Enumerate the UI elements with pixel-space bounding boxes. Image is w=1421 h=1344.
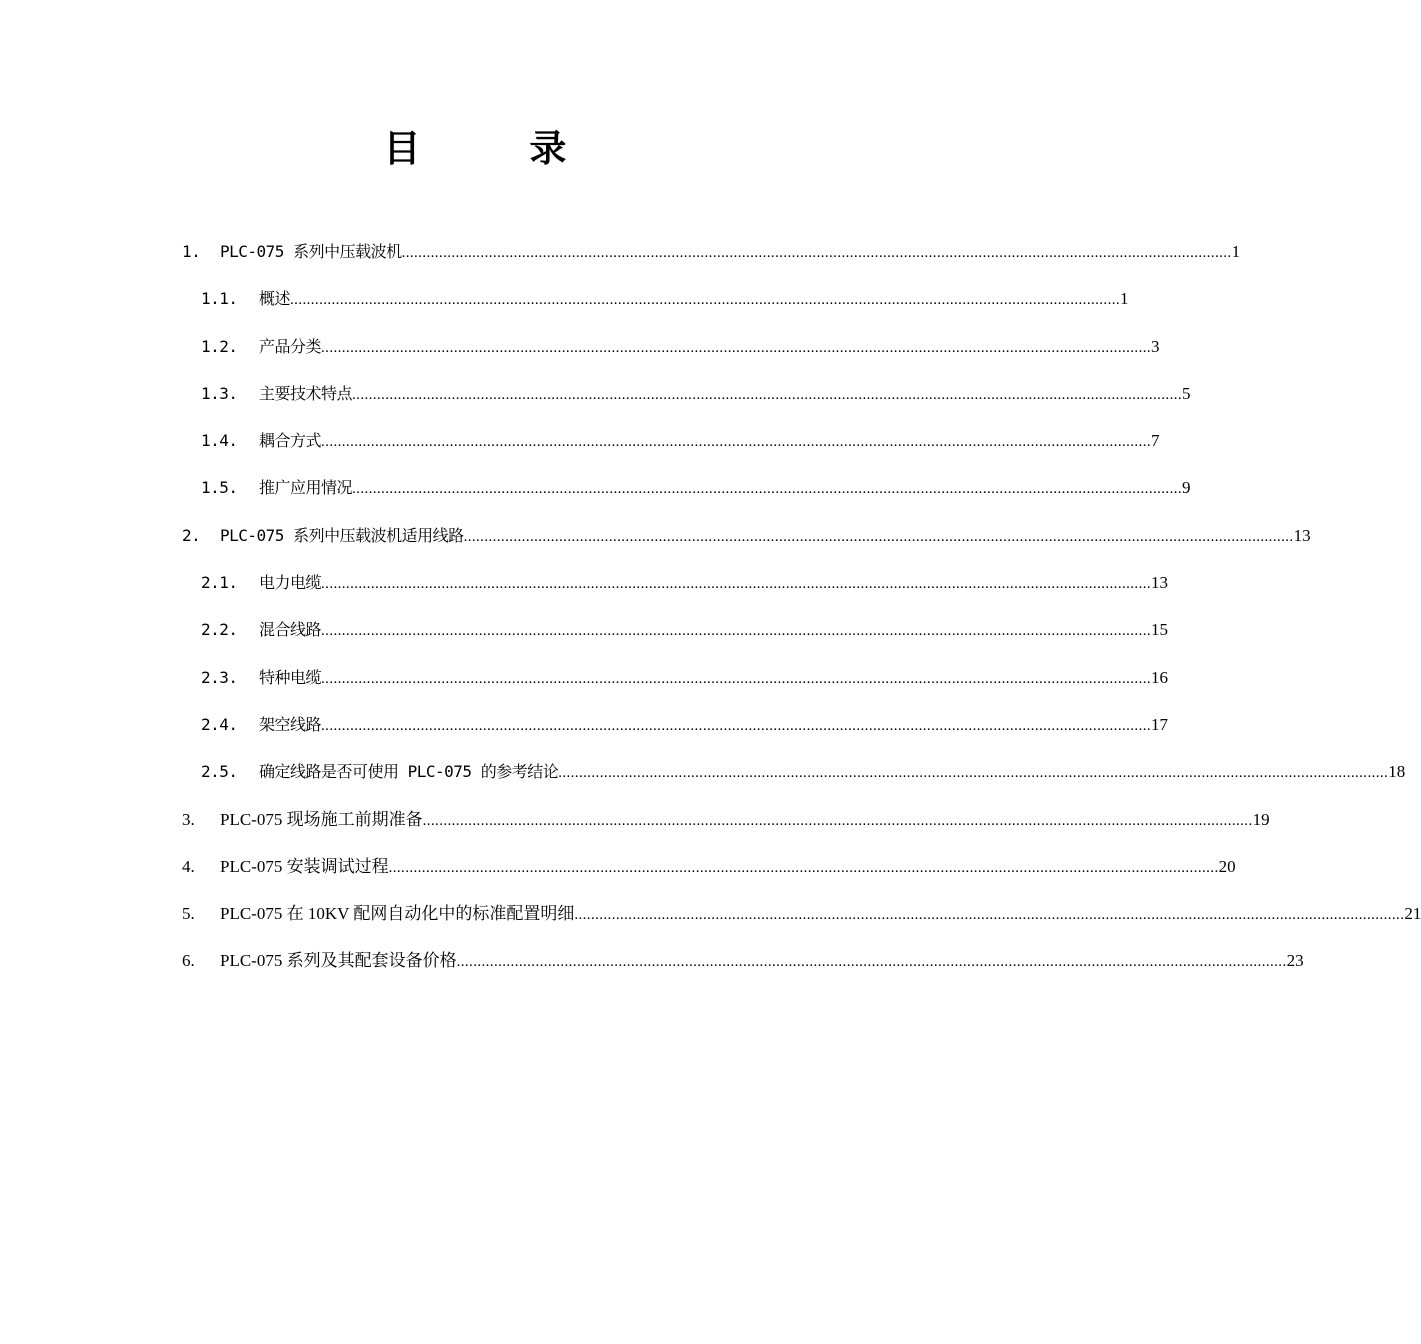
toc-entry-number: 2.5. (201, 762, 238, 782)
toc-entry-label[interactable]: PLC-075 在 10KV 配网自动化中的标准配置明细 (220, 904, 575, 924)
toc-entry[interactable] (0, 750, 1406, 797)
toc-entry-number: 2. (182, 525, 201, 545)
dot-leader: ........................................................................................................................................................................................................ (401, 245, 1232, 261)
toc-entry[interactable] (0, 656, 1169, 703)
toc-entry-label[interactable]: 确定线路是否可使用 PLC-075 的参考结论 (259, 762, 559, 782)
toc-entry-number: 2.4. (201, 714, 238, 734)
toc-entry-page-number: 23 (1286, 951, 1304, 971)
toc-entry-row (259, 419, 1160, 464)
toc-entry[interactable] (0, 608, 1169, 655)
toc-entry-page-number: 1 (1120, 289, 1129, 309)
toc-entry-label[interactable]: 电力电缆 (259, 573, 322, 593)
dot-leader: ........................................................................................................................................................................................................ (388, 859, 1219, 876)
toc-entry-row (259, 608, 1169, 653)
toc-entry-row (259, 656, 1169, 701)
toc-entry-row (259, 466, 1191, 511)
toc-entry-label[interactable]: 产品分类 (259, 336, 322, 356)
toc-entry-label[interactable]: PLC-075 系列中压载波机 (220, 242, 402, 261)
dot-leader: ........................................................................................................................................................................................................ (321, 717, 1152, 734)
toc-entry-row (220, 892, 1421, 937)
dot-leader: ........................................................................................................................................................................................................ (352, 481, 1183, 498)
toc-entry-page-number: 18 (1388, 762, 1406, 782)
dot-leader: ........................................................................................................................................................................................................ (574, 907, 1405, 924)
toc-entry-number: 3. (182, 809, 195, 829)
toc-list (0, 230, 1421, 987)
toc-entry[interactable] (0, 939, 1304, 986)
toc-entry-number: 4. (182, 856, 195, 876)
toc-entry-number: 1. (182, 242, 201, 261)
toc-entry-number: 1.2. (201, 336, 238, 356)
toc-entry-number: 2.2. (201, 620, 238, 640)
toc-entry-page-number: 15 (1151, 620, 1169, 640)
toc-entry-row (259, 277, 1129, 322)
toc-entry-page-number: 20 (1218, 856, 1236, 876)
toc-entry-row (220, 230, 1241, 275)
dot-leader: ........................................................................................................................................................................................................ (321, 434, 1152, 451)
toc-entry[interactable] (0, 372, 1191, 419)
toc-entry-label[interactable]: PLC-075 系列及其配套设备价格 (220, 951, 457, 971)
toc-entry-row (220, 798, 1270, 843)
toc-entry-label[interactable]: 概述 (259, 289, 291, 309)
toc-entry-label[interactable]: 耦合方式 (259, 431, 322, 451)
toc-entry-page-number: 19 (1252, 809, 1270, 829)
toc-entry-page-number: 1 (1231, 242, 1241, 261)
toc-entry-row (220, 939, 1304, 984)
toc-entry[interactable] (0, 466, 1191, 513)
toc-entry-number: 1.3. (201, 383, 238, 403)
toc-entry-number: 1.5. (201, 478, 238, 498)
toc-entry[interactable] (0, 892, 1421, 939)
toc-entry[interactable] (0, 325, 1160, 372)
dot-leader: ........................................................................................................................................................................................................ (456, 954, 1287, 971)
toc-entry[interactable] (0, 277, 1129, 324)
toc-entry-page-number: 3 (1151, 336, 1160, 356)
toc-entry-number: 2.3. (201, 667, 238, 687)
toc-entry-number: 2.1. (201, 573, 238, 593)
toc-entry-page-number: 13 (1293, 525, 1311, 545)
toc-entry[interactable] (0, 561, 1169, 608)
toc-entry-page-number: 21 (1404, 904, 1421, 924)
toc-entry-page-number: 16 (1151, 667, 1169, 687)
toc-entry-number: 5. (182, 904, 195, 924)
toc-entry[interactable] (0, 419, 1160, 466)
toc-entry-page-number: 5 (1182, 383, 1191, 403)
toc-entry-page-number: 9 (1182, 478, 1191, 498)
toc-entry-label[interactable]: 特种电缆 (259, 667, 322, 687)
toc-entry[interactable] (0, 798, 1270, 845)
toc-entry-number: 1.1. (201, 289, 238, 309)
dot-leader: ........................................................................................................................................................................................................ (352, 386, 1183, 403)
toc-entry-label[interactable]: 主要技术特点 (259, 383, 353, 403)
toc-entry-number: 1.4. (201, 431, 238, 451)
dot-leader: ........................................................................................................................................................................................................ (558, 765, 1389, 782)
dot-leader: ........................................................................................................................................................................................................ (321, 576, 1152, 593)
toc-entry-row (220, 514, 1311, 559)
toc-entry-label[interactable]: PLC-075 安装调试过程 (220, 856, 389, 876)
toc-entry-label[interactable]: PLC-075 系列中压载波机适用线路 (220, 525, 464, 545)
toc-title: 目 录 (383, 127, 615, 170)
toc-entry-row (220, 845, 1236, 890)
toc-entry-page-number: 17 (1151, 714, 1169, 734)
toc-entry-label[interactable]: PLC-075 现场施工前期准备 (220, 809, 423, 829)
toc-entry-label[interactable]: 架空线路 (259, 714, 322, 734)
dot-leader: ........................................................................................................................................................................................................ (290, 292, 1121, 309)
dot-leader: ........................................................................................................................................................................................................ (463, 528, 1294, 545)
toc-entry-page-number: 7 (1151, 431, 1160, 451)
toc-entry-row (259, 325, 1160, 370)
dot-leader: ........................................................................................................................................................................................................ (321, 623, 1152, 640)
toc-entry-row (259, 372, 1191, 417)
toc-entry-row (259, 703, 1169, 748)
toc-entry[interactable] (0, 514, 1311, 561)
toc-entry[interactable] (0, 845, 1236, 892)
toc-entry-number: 6. (182, 951, 195, 971)
toc-entry-page-number: 13 (1151, 573, 1169, 593)
toc-entry-label[interactable]: 推广应用情况 (259, 478, 353, 498)
dot-leader: ........................................................................................................................................................................................................ (422, 812, 1253, 829)
toc-entry-label[interactable]: 混合线路 (259, 620, 322, 640)
dot-leader: ........................................................................................................................................................................................................ (321, 339, 1152, 356)
toc-entry[interactable] (0, 230, 1241, 277)
toc-entry-row (259, 561, 1169, 606)
toc-entry-row (259, 750, 1406, 795)
dot-leader: ........................................................................................................................................................................................................ (321, 670, 1152, 687)
toc-entry[interactable] (0, 703, 1169, 750)
